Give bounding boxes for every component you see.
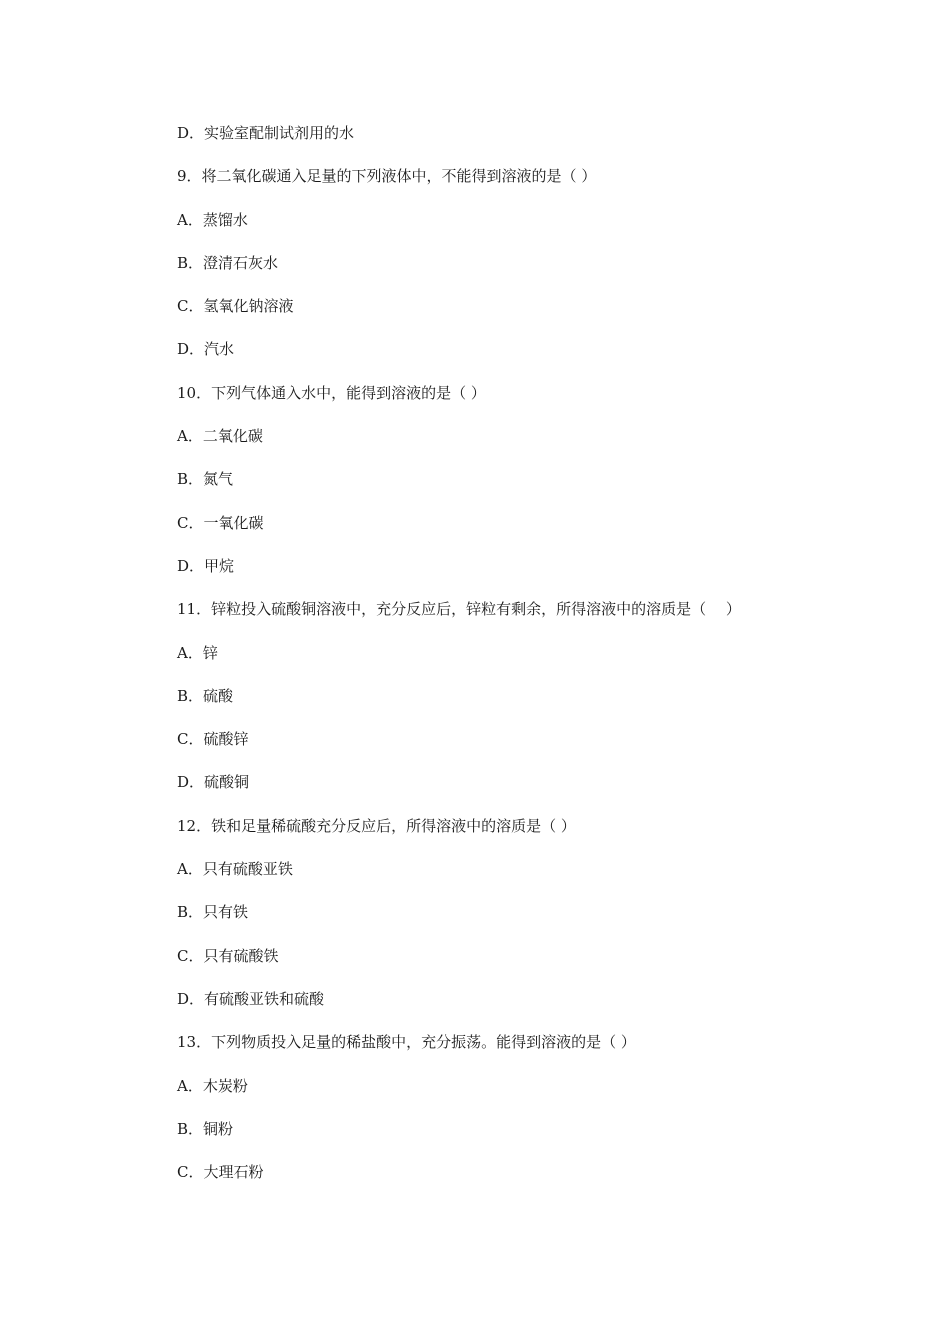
option-12d: D．有硫酸亚铁和硫酸	[177, 989, 325, 1008]
option-13a: A．木炭粉	[177, 1076, 248, 1095]
option-13b: B．铜粉	[177, 1119, 234, 1138]
option-9b: B．澄清石灰水	[177, 253, 279, 272]
option-10c: C．一氧化碳	[177, 513, 264, 532]
option-9c: C．氢氧化钠溶液	[177, 297, 294, 316]
option-10d: D．甲烷	[177, 556, 235, 575]
question-list	[177, 121, 877, 1203]
question-13: 13．下列物质投入足量的稀盐酸中，充分振荡。能得到溶液的是（ ）	[177, 1033, 636, 1052]
option-10b: B．氮气	[177, 470, 234, 489]
question-10: 10．下列气体通入水中，能得到溶液的是（ ）	[177, 383, 486, 402]
option-11c: C．硫酸锌	[177, 730, 249, 749]
option-11a: A．锌	[177, 643, 218, 662]
option-8d: D．实验室配制试剂用的水	[177, 124, 355, 142]
option-12a: A．只有硫酸亚铁	[177, 860, 293, 879]
question-12: 12．铁和足量稀硫酸充分反应后，所得溶液中的溶质是（ ）	[177, 816, 576, 835]
option-11b: B．硫酸	[177, 686, 234, 705]
option-12b: B．只有铁	[177, 903, 249, 922]
option-11d: D．硫酸铜	[177, 773, 250, 792]
question-11: 11．锌粒投入硫酸铜溶液中，充分反应后，锌粒有剩余，所得溶液中的溶质是（ ）	[177, 600, 741, 619]
option-9d: D．汽水	[177, 340, 235, 359]
option-12c: C．只有硫酸铁	[177, 946, 279, 965]
option-10a: A．二氧化碳	[177, 427, 263, 446]
question-9: 9．将二氧化碳通入足量的下列液体中，不能得到溶液的是（ ）	[177, 167, 597, 186]
option-9a: A．蒸馏水	[177, 210, 248, 229]
option-13c: C．大理石粉	[177, 1163, 264, 1182]
